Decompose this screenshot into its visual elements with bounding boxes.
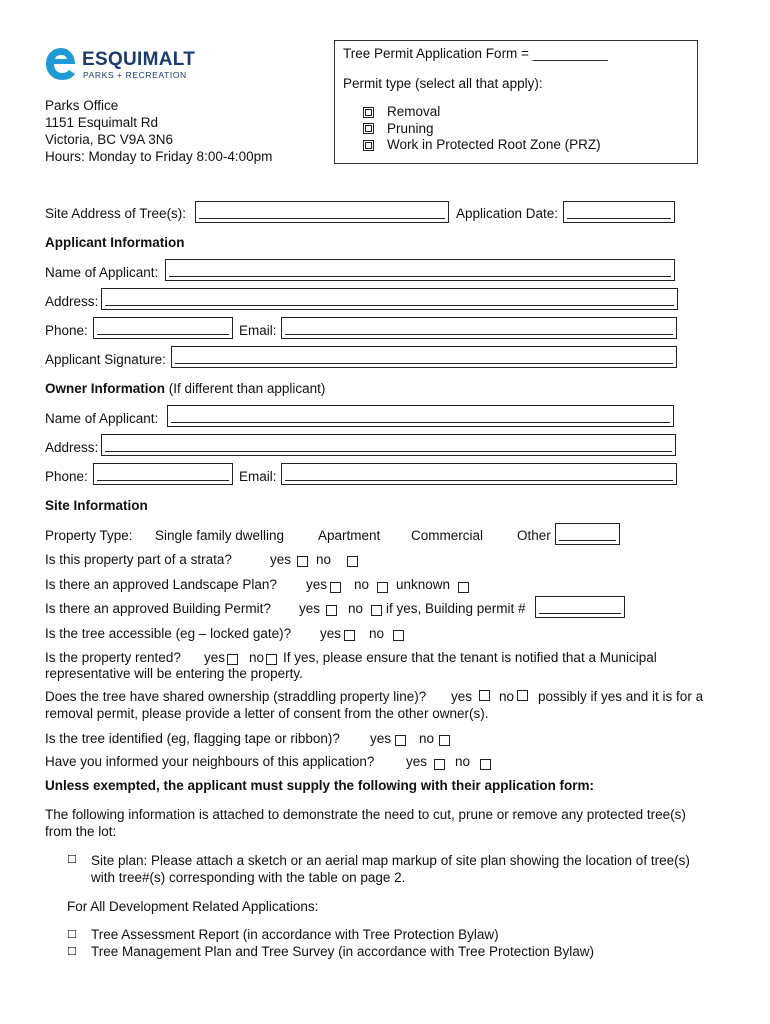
shared-no-label: no xyxy=(499,689,515,704)
accessible-yes-label: yes xyxy=(320,626,342,641)
strata-yes-label: yes xyxy=(270,552,292,567)
strata-question: Is this property part of a strata? xyxy=(45,552,232,567)
owner-heading-note: (If different than applicant) xyxy=(165,381,326,396)
rented-question: Is the property rented? xyxy=(45,650,181,665)
property-type-label: Property Type: xyxy=(45,528,133,543)
building-permit-no-label: if yes, Building permit # xyxy=(386,601,526,616)
site-address-field[interactable] xyxy=(195,201,449,223)
applicant-email-field[interactable] xyxy=(281,317,677,339)
pruning-checkbox[interactable] xyxy=(363,123,374,134)
owner-address-field[interactable] xyxy=(101,434,676,456)
building-question: Is there an approved Building Permit? xyxy=(45,601,271,616)
type-other-field[interactable] xyxy=(555,523,620,545)
building-permit-no-field[interactable] xyxy=(535,596,625,618)
office-hours: Hours: Monday to Friday 8:00-4:00pm xyxy=(45,149,273,164)
accessible-question: Is the tree accessible (eg – locked gate)? xyxy=(45,626,292,641)
landscape-no-checkbox[interactable] xyxy=(377,582,388,593)
shared-note: possibly if yes and it is for a xyxy=(538,689,704,704)
applicant-email-label: Email: xyxy=(239,323,277,338)
type-commercial[interactable]: Commercial xyxy=(411,528,484,543)
prz-checkbox[interactable] xyxy=(363,140,374,151)
logo-mark-icon xyxy=(44,46,78,82)
identified-no-label: no xyxy=(419,731,435,746)
applicant-signature-field[interactable] xyxy=(171,346,677,368)
management-bullet: ☐ xyxy=(67,945,77,958)
office-name: Parks Office xyxy=(45,98,119,113)
landscape-yes-label: yes xyxy=(306,577,328,592)
building-no-checkbox[interactable] xyxy=(371,605,382,616)
permit-type-box xyxy=(334,40,698,164)
removal-checkbox[interactable] xyxy=(363,107,374,118)
rented-note: If yes, please ensure that the tenant is notified that a Municipal xyxy=(283,650,657,665)
accessible-yes-checkbox[interactable] xyxy=(344,630,355,641)
strata-no-checkbox[interactable] xyxy=(347,556,358,567)
shared-note-2: removal permit, please provide a letter of consent from the other owner(s). xyxy=(45,706,489,721)
applicant-signature-label: Applicant Signature: xyxy=(45,352,166,367)
owner-email-label: Email: xyxy=(239,469,277,484)
applicant-address-field[interactable] xyxy=(101,288,678,310)
management-plan-item: Tree Management Plan and Tree Survey (in accordance with Tree Protection Bylaw) xyxy=(91,944,594,959)
strata-yes-checkbox[interactable] xyxy=(297,556,308,567)
identified-yes-checkbox[interactable] xyxy=(395,735,406,746)
requirements-intro: The following information is attached to demonstrate the need to cut, prune or remove any protected tree(s) from the lot: xyxy=(45,807,686,839)
building-yes-label: yes xyxy=(299,601,321,616)
owner-name-field[interactable] xyxy=(167,405,674,427)
shared-yes-label: yes xyxy=(451,689,473,704)
application-date-label: Application Date: xyxy=(456,206,559,221)
site-plan-bullet: ☐ xyxy=(67,853,77,866)
assessment-bullet: ☐ xyxy=(67,928,77,941)
building-no-label: no xyxy=(348,601,364,616)
shared-no-checkbox[interactable] xyxy=(517,690,528,701)
neighbours-no-checkbox[interactable] xyxy=(480,759,491,770)
applicant-phone-label: Phone: xyxy=(45,323,88,338)
owner-heading-row xyxy=(45,381,325,396)
applicant-name-label: Name of Applicant: xyxy=(45,265,159,280)
application-date-field[interactable] xyxy=(563,201,675,223)
rented-no-label: no xyxy=(249,650,265,665)
owner-phone-field[interactable] xyxy=(93,463,233,485)
shared-question: Does the tree have shared ownership (straddling property line)? xyxy=(45,689,427,704)
owner-heading: Owner Information xyxy=(45,381,166,396)
owner-address-label: Address: xyxy=(45,440,99,455)
landscape-question: Is there an approved Landscape Plan? xyxy=(45,577,277,592)
rented-note-2: representative will be entering the property. xyxy=(45,666,303,681)
landscape-unknown-label: unknown xyxy=(396,577,451,592)
identified-no-checkbox[interactable] xyxy=(439,735,450,746)
neighbours-no-label: no xyxy=(455,754,471,769)
applicant-name-field[interactable] xyxy=(165,259,675,281)
identified-yes-label: yes xyxy=(370,731,392,746)
applicant-phone-field[interactable] xyxy=(93,317,233,339)
prz-label: Work in Protected Root Zone (PRZ) xyxy=(387,137,601,152)
neighbours-question: Have you informed your neighbours of this application? xyxy=(45,754,375,769)
type-apartment[interactable]: Apartment xyxy=(318,528,381,543)
owner-email-field[interactable] xyxy=(281,463,677,485)
removal-label: Removal xyxy=(387,104,441,119)
form-number-line: Tree Permit Application Form = __________ xyxy=(343,46,608,61)
rented-no-checkbox[interactable] xyxy=(266,654,277,665)
accessible-no-label: no xyxy=(369,626,385,641)
pruning-label: Pruning xyxy=(387,121,434,136)
accessible-no-checkbox[interactable] xyxy=(393,630,404,641)
owner-phone-label: Phone: xyxy=(45,469,88,484)
esquimalt-logo xyxy=(44,46,194,86)
identified-question: Is the tree identified (eg, flagging tape or ribbon)? xyxy=(45,731,340,746)
site-heading: Site Information xyxy=(45,498,148,513)
assessment-report-item: Tree Assessment Report (in accordance with Tree Protection Bylaw) xyxy=(91,927,499,942)
development-heading: For All Development Related Applications: xyxy=(67,899,319,914)
requirements-heading: Unless exempted, the applicant must supply the following with their application form: xyxy=(45,778,595,793)
strata-no-label: no xyxy=(316,552,332,567)
site-address-label: Site Address of Tree(s): xyxy=(45,206,187,221)
permit-type-label: Permit type (select all that apply): xyxy=(343,76,543,91)
site-plan-text: Site plan: Please attach a sketch or an aerial map markup of site plan showing the location of tree(s) with tree#(s) corresponding with the table on page 2. xyxy=(91,853,690,885)
applicant-heading: Applicant Information xyxy=(45,235,185,250)
building-yes-checkbox[interactable] xyxy=(326,605,337,616)
applicant-address-label: Address: xyxy=(45,294,99,309)
landscape-unknown-checkbox[interactable] xyxy=(458,582,469,593)
landscape-yes-checkbox[interactable] xyxy=(330,582,341,593)
office-city: Victoria, BC V9A 3N6 xyxy=(45,132,174,147)
office-street: 1151 Esquimalt Rd xyxy=(45,115,159,130)
rented-yes-label: yes xyxy=(204,650,226,665)
shared-yes-checkbox[interactable] xyxy=(479,690,490,701)
type-other[interactable]: Other xyxy=(517,528,551,543)
logo-subtitle: PARKS + RECREATION xyxy=(83,70,187,80)
logo-brand: ESQUIMALT xyxy=(82,49,196,70)
landscape-no-label: no xyxy=(354,577,370,592)
rented-yes-checkbox[interactable] xyxy=(227,654,238,665)
neighbours-yes-checkbox[interactable] xyxy=(434,759,445,770)
owner-name-label: Name of Applicant: xyxy=(45,411,159,426)
type-single-family[interactable]: Single family dwelling xyxy=(155,528,285,543)
neighbours-yes-label: yes xyxy=(406,754,428,769)
